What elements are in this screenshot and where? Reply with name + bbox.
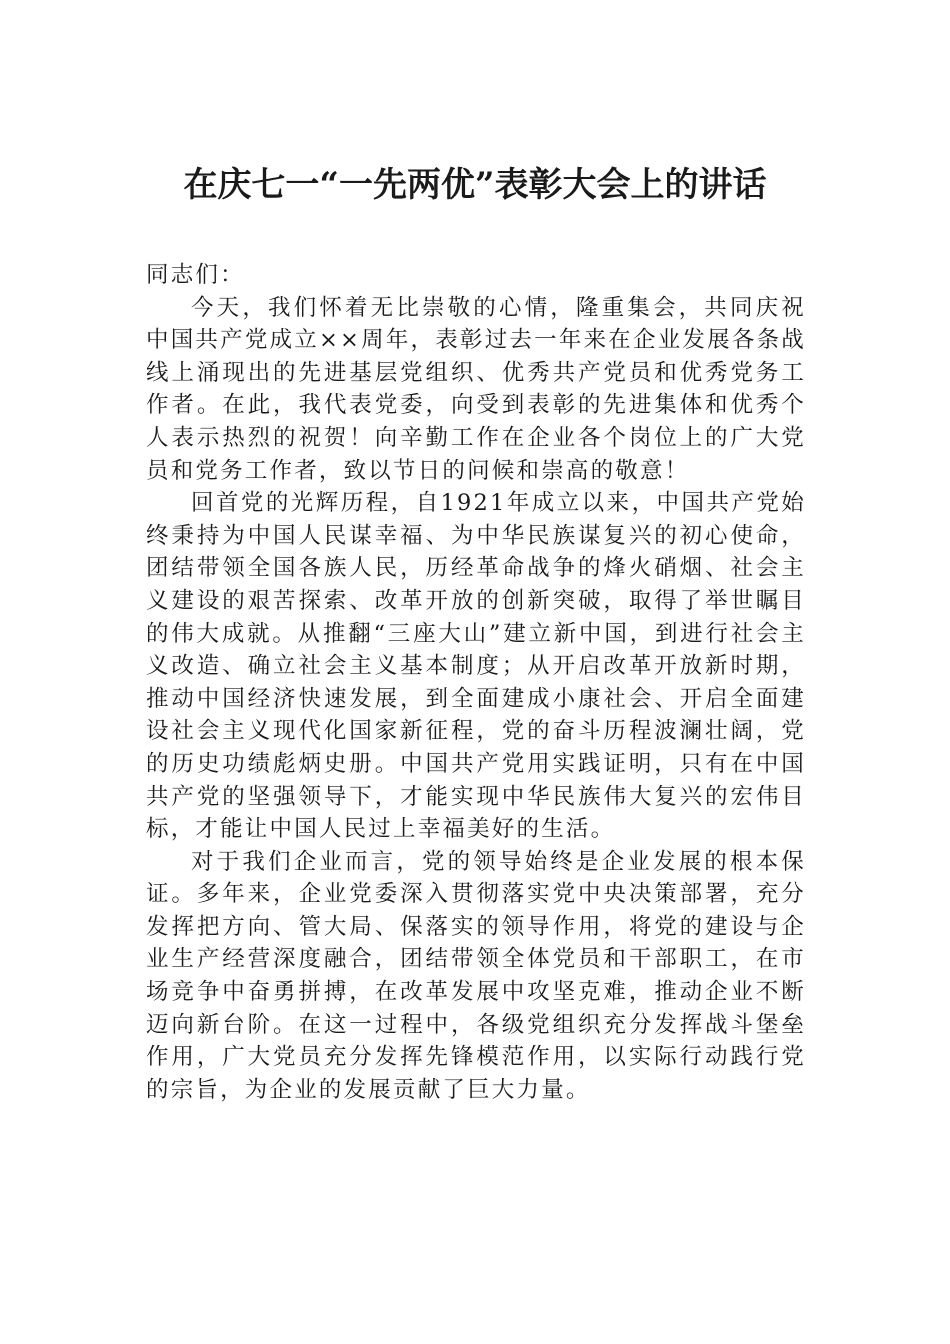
document-body <box>146 259 806 1106</box>
paragraph-1: 今天，我们怀着无比崇敬的心情，隆重集会，共同庆祝中国共产党成立××周年，表彰过去一年来在企业发展各条战线上涌现出的先进基层党组织、优秀共产党员和优秀党务工作者。在此，我代表党委，向受到表彰的先进集体和优秀个人表示热烈的祝贺！向辛勤工作在企业各个岗位上的广大党员和党务工作者，致以节日的问候和崇高的敬意！ <box>146 294 806 484</box>
salutation: 同志们： <box>146 262 245 288</box>
document-title: 在庆七一“一先两优”表彰大会上的讲话 <box>183 165 767 205</box>
paragraph-2: 回首党的光辉历程，自1921年成立以来，中国共产党始终秉持为中国人民谋幸福、为中华民族谋复兴的初心使命，团结带领全国各族人民，历经革命战争的烽火硝烟、社会主义建设的艰苦探索、改革开放的创新突破，取得了举世瞩目的伟大成就。从推翻“三座大山”建立新中国，到进行社会主义改造、确立社会主义基本制度；从开启改革开放新时期，推动中国经济快速发展，到全面建成小康社会、开启全面建设社会主义现代化国家新征程，党的奋斗历程波澜壮阔，党的历史功绩彪炳史册。中国共产党用实践证明，只有在中国共产党的坚强领导下，才能实现中华民族伟大复兴的宏伟目标，才能让中国人民过上幸福美好的生活。 <box>146 490 806 843</box>
paragraph-3: 对于我们企业而言，党的领导始终是企业发展的根本保证。多年来，企业党委深入贯彻落实党中央决策部署，充分发挥把方向、管大局、保落实的领导作用，将党的建设与企业生产经营深度融合，团结带领全体党员和干部职工，在市场竞争中奋勇拼搏，在改革发展中攻坚克难，推动企业不断迈向新台阶。在这一过程中，各级党组织充分发挥战斗堡垒作用，广大党员充分发挥先锋模范作用，以实际行动践行党的宗旨，为企业的发展贡献了巨大力量。 <box>146 848 806 1103</box>
